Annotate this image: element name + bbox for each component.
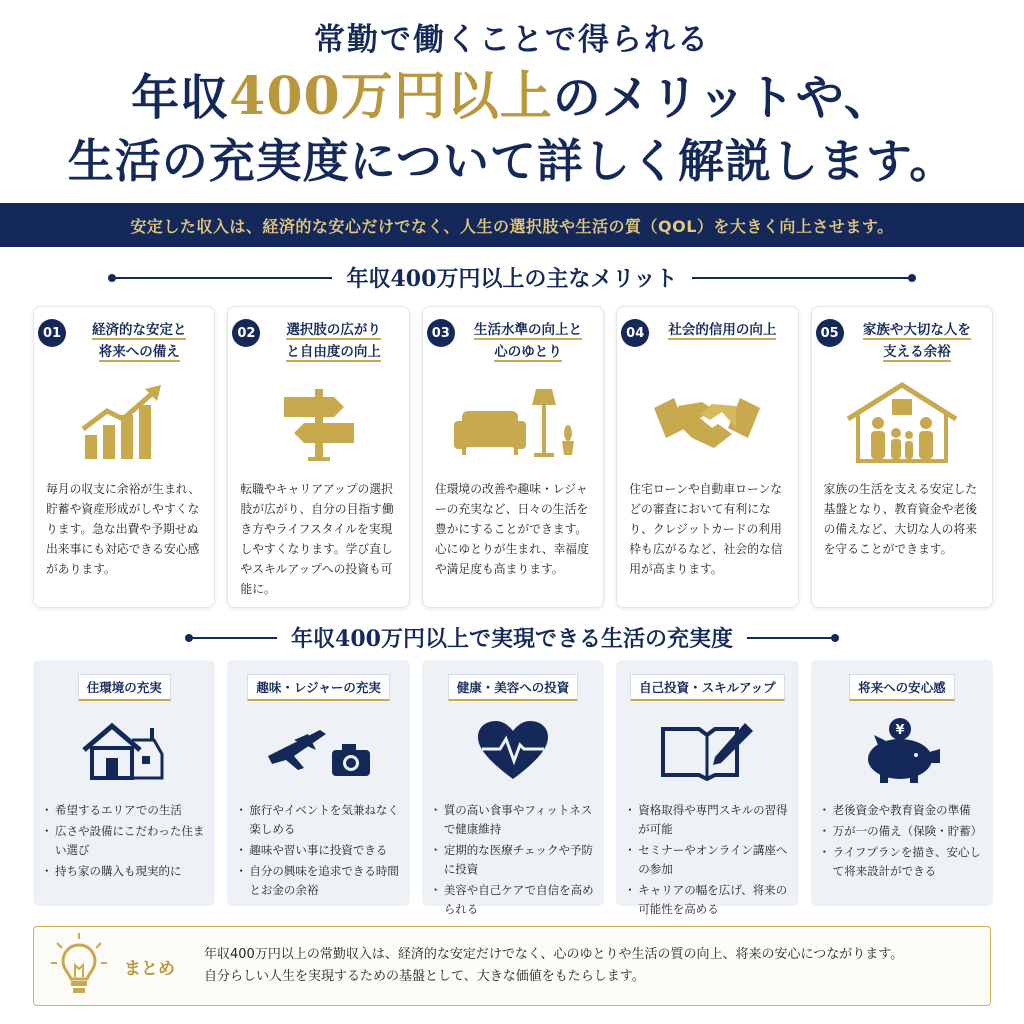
airplane-camera-icon [237,707,399,793]
headline-highlight: 400万円以上 [229,66,553,127]
summary-text [204,944,903,988]
merit-card [422,306,604,608]
summary-label: まとめ [124,958,175,979]
summary-box [33,926,991,1006]
merit-description: 住環境の改善や趣味・レジャーの充実など、日々の生活を豊かにすることができます。心にゆとりが生まれ、幸福度や満足度も高まります。 [434,482,589,576]
divider-left [110,277,332,279]
book-pen-icon [626,707,788,793]
divider-left [187,637,277,639]
merit-number: 03 [427,319,455,347]
list-item: ・ 趣味や習い事に投資できる [237,841,399,860]
lightbulb-icon [34,931,124,1001]
summary-line: 年収400万円以上の常勤収入は、経済的な安定だけでなく、心のゆとりや生活の質の向上、将来の安心につながります。 [204,947,904,962]
life-title: 将来への安心感 [821,674,983,701]
merit-title: 社会的信用の向上 [668,322,777,338]
list-item: ・ 自分の興味を追求できる時間とお金の余裕 [237,862,399,900]
list-item: ・ 質の高い食事やフィットネスで健康維持 [432,801,594,839]
headline-prefix: 年収 [131,70,230,126]
life-title: 趣味・レジャーの充実 [237,674,399,701]
merit-card [616,306,798,608]
merit-number: 02 [232,319,260,347]
list-item: ・ ライフプランを描き、安心して将来設計ができる [821,843,983,881]
life-items [821,801,983,881]
summary-line: 自分らしい人生を実現するための基盤として、大きな価値をもたらします。 [204,969,645,984]
life-title: 自己投資・スキルアップ [626,674,788,701]
merit-title: 経済的な安定と 将来への備え [91,322,187,360]
merit-title: 家族や大切な人を 支える余裕 [862,322,971,360]
life-list [33,660,993,916]
headline-line3: 生活の充実度について詳しく解説します。 [67,134,957,188]
family-house-icon [822,375,982,471]
list-item: ・ 老後資金や教育資金の準備 [821,801,983,820]
merit-card [227,306,409,608]
list-item: ・ 美容や自己ケアで自信を高められる [432,881,594,919]
divider-right [692,277,914,279]
signpost-icon [238,375,398,471]
list-item: ・ 定期的な医療チェックや予防に投資 [432,841,594,879]
life-card [616,660,798,916]
handshake-icon [627,375,787,471]
merit-title: 選択肢の広がり と自由度の向上 [286,322,381,360]
merit-description: 家族の生活を支える安定した基盤となり、教育資金や老後の備えなど、大切な人の将来を守ることができます。 [823,482,977,556]
life-card [33,660,215,906]
svg-text:¥: ¥ [895,723,905,738]
headline-line1: 常勤で働くことで得られる [314,22,710,58]
house-icon [43,707,205,793]
merit-number: 05 [816,319,844,347]
list-item: ・ セミナーやオンライン講座への参加 [626,841,788,879]
list-item: ・ キャリアの幅を広げ、将来の可能性を高める [626,881,788,919]
merit-card [33,306,215,608]
life-items [237,801,399,900]
header [0,18,1024,191]
life-card [422,660,604,916]
life-items [432,801,594,919]
life-items [626,801,788,919]
heart-pulse-icon [432,707,594,793]
piggy-bank-icon [821,707,983,793]
section-title-text: 年収400万円以上の主なメリット [346,266,678,292]
life-card [227,660,409,906]
life-card [811,660,993,906]
list-item: ・ 資格取得や専門スキルの習得が可能 [626,801,788,839]
merit-number: 04 [621,319,649,347]
section-title-life [0,622,1024,653]
section-title-merits [0,262,1024,293]
growth-chart-icon [44,375,204,471]
divider-right [747,637,837,639]
sofa-lamp-icon [433,375,593,471]
headline-line2 [0,66,1024,129]
headline-suffix: のメリットや、 [552,70,893,126]
intro-banner: 安定した収入は、経済的な安心だけでなく、人生の選択肢や生活の質（QOL）を大きく向上させます。 [0,203,1024,247]
merit-description: 転職やキャリアアップの選択肢が広がり、自分の目指す働き方やライフスタイルを実現しやすくなります。学び直しやスキルアップへの投資も可能に。 [240,482,394,596]
list-item: ・ 旅行やイベントを気兼ねなく楽しめる [237,801,399,839]
merit-description: 毎月の収支に余裕が生まれ、貯蓄や資産形成がしやすくなります。急な出費や予期せぬ出来事にも対応できる安心感があります。 [46,482,201,576]
list-item: ・ 希望するエリアでの生活 [43,801,205,820]
section-title-text: 年収400万円以上で実現できる生活の充実度 [291,626,733,652]
merit-list [33,306,993,608]
merit-title: 生活水準の向上と 心のゆとり [474,322,583,360]
merit-card [811,306,993,608]
list-item: ・ 持ち家の購入も現実的に [43,862,205,881]
life-title: 健康・美容への投資 [432,674,594,701]
merit-number: 01 [38,319,66,347]
life-title: 住環境の充実 [43,674,205,701]
list-item: ・ 広さや設備にこだわった住まい選び [43,822,205,860]
list-item: ・ 万が一の備え（保険・貯蓄） [821,822,983,841]
life-items [43,801,205,881]
merit-description: 住宅ローンや自動車ローンなどの審査において有利になり、クレジットカードの利用枠も広がるなど、社会的な信用が高まります。 [629,482,783,576]
